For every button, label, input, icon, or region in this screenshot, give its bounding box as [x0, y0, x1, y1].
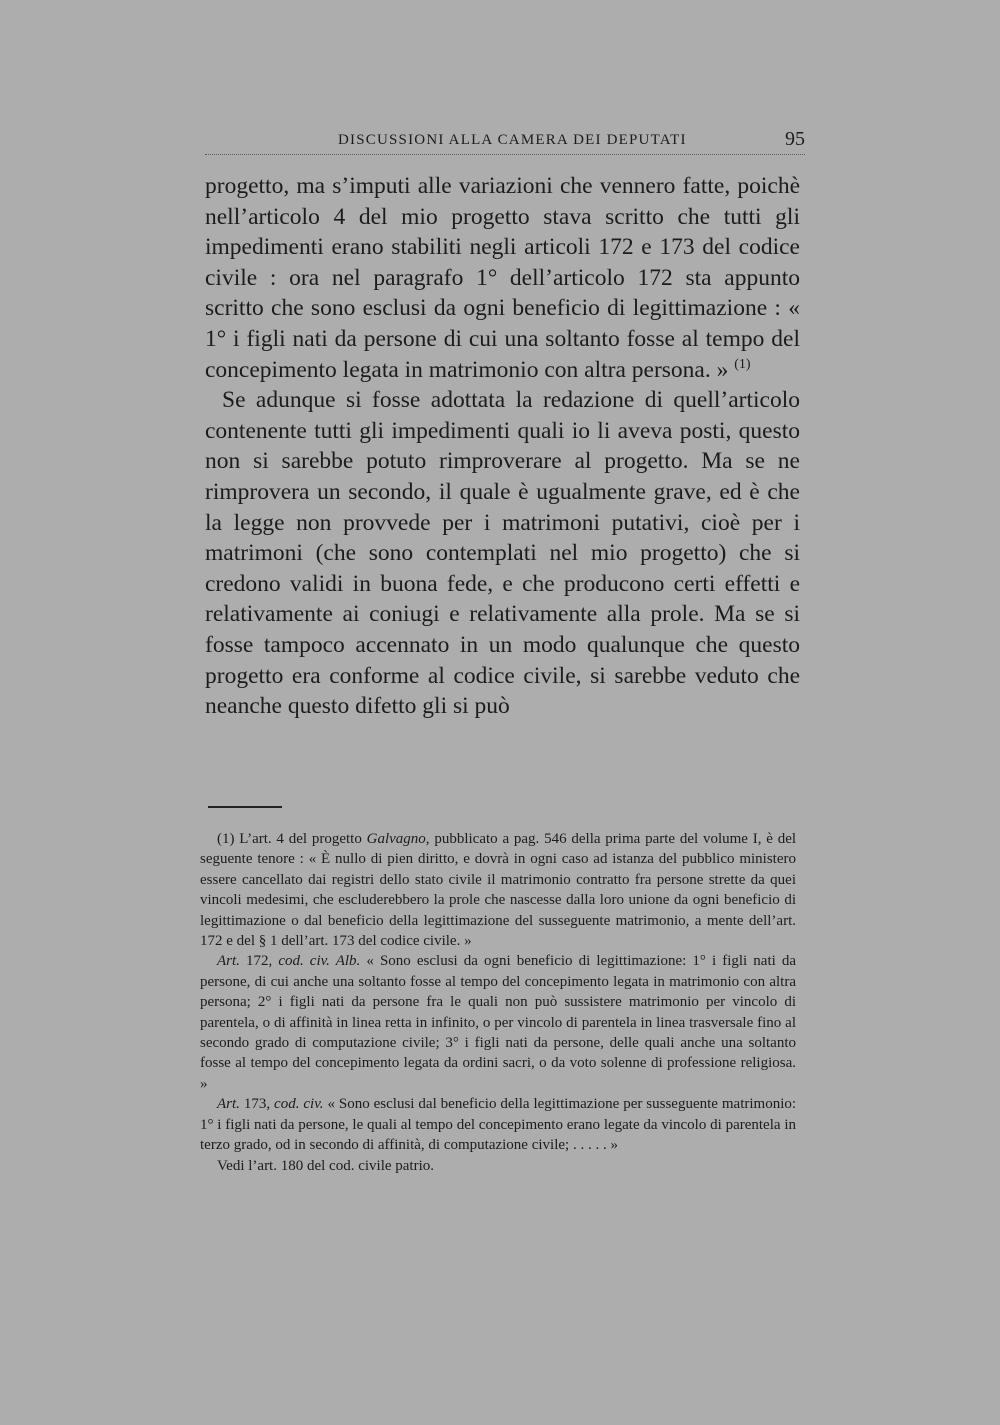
article-label: Art.	[217, 953, 240, 970]
author-name: Galvagno,	[366, 831, 430, 847]
paragraph-text: Se adunque si fosse adottata la redazione di quell’articolo contenente tutti gli impedimenti quali io li aveva posti, questo non si sarebbe potuto rimproverare al progetto. Ma se ne rimprovera un secondo, il quale è ugualmente grave, ed è che la legge non provvede per i matrimoni putativi, cioè per i matrimoni (che sono contemplati nel mio progetto) che si credono validi in buona fede, e che producono certi effetti e relativamente ai coniugi e relativamente alla prole. Ma se si fosse tampoco accennato in un modo qualunque che questo progetto era conforme al codice civile, si sarebbe veduto che neanche questo difetto gli si può	[205, 387, 800, 720]
footnote	[200, 829, 796, 951]
body-paragraph	[205, 171, 800, 385]
footnote-paragraph	[200, 1156, 796, 1176]
footnote-paragraph	[200, 951, 796, 1094]
footnote-separator	[208, 806, 282, 808]
article-number: 173,	[243, 1096, 271, 1113]
code-citation: cod. civ. Alb.	[278, 953, 361, 970]
footnote-text: pubblicato a pag. 546 della prima parte del volume I, è del seguente tenore : « È nullo di pien diritto, e dovrà in ogni caso ad istanza del pubblico ministero essere cancellato dai registri dello stato civile il matrimonio contratto fra persone strette da quei vincoli medesimi, che escluderebbero la prole che nascesse dalla loro unione da ogni beneficio di legittimazione o dal beneficio della legittimazione del susseguente matrimonio, a mente dell’art. 172 e del § 1 dell’art. 173 del codice civile. »	[200, 831, 797, 950]
footnote-marker: (1)	[217, 831, 235, 847]
footnote-text: « Sono esclusi da ogni beneficio di legittimazione: 1° i figli nati da persone, di cui anche una soltanto fosse al tempo del concepimento legata in matrimonio con altra persona; 2° i figli nati da persone fra le quali non può sussistere matrimonio per vincolo di parentela, o di affinità in linea retta in infinito, o per vincolo di parentela in linea trasversale fino al secondo grado di computazione civile; 3° i figli nati da persone, delle quali anche una soltanto fosse al tempo del concepimento legata da ordini sacri, o da voto solenne di professione religiosa. »	[200, 953, 797, 1092]
footnote-text: Vedi l’art. 180 del cod. civile patrio.	[217, 1157, 435, 1174]
page-header	[205, 128, 805, 155]
main-text	[205, 171, 800, 722]
body-paragraph	[205, 385, 800, 722]
page-number: 95	[785, 128, 805, 150]
running-head: DISCUSSIONI ALLA CAMERA DEI DEPUTATI	[338, 132, 687, 148]
footnote-paragraph	[200, 1094, 796, 1155]
footnote-reference[interactable]: (1)	[734, 356, 751, 372]
footnotes	[200, 829, 796, 1176]
article-label: Art.	[217, 1096, 240, 1113]
footnote-lead: L’art. 4 del progetto	[239, 831, 362, 847]
code-citation: cod. civ.	[274, 1096, 324, 1113]
paragraph-text: progetto, ma s’imputi alle variazioni che vennero fatte, poichè nell’articolo 4 del mio progetto stava scritto che tutti gli impedimenti erano stabiliti negli articoli 172 e 173 del codice civile : ora nel paragrafo 1° dell’articolo 172 sta appunto scritto che sono esclusi da ogni beneficio di legittimazione : « 1° i figli nati da persone di cui una soltanto fosse al tempo del concepimento legata in matrimonio con altra persona. »	[205, 173, 800, 383]
article-number: 172,	[246, 953, 273, 970]
footnote-text: « Sono esclusi dal beneficio della legittimazione per susseguente matrimonio: 1° i figli nati da persone, le quali al tempo del concepimento erano legate da vincolo di parentela in terzo grado, od in secondo di affinità, di computazione civile; . . . . . »	[200, 1096, 797, 1154]
